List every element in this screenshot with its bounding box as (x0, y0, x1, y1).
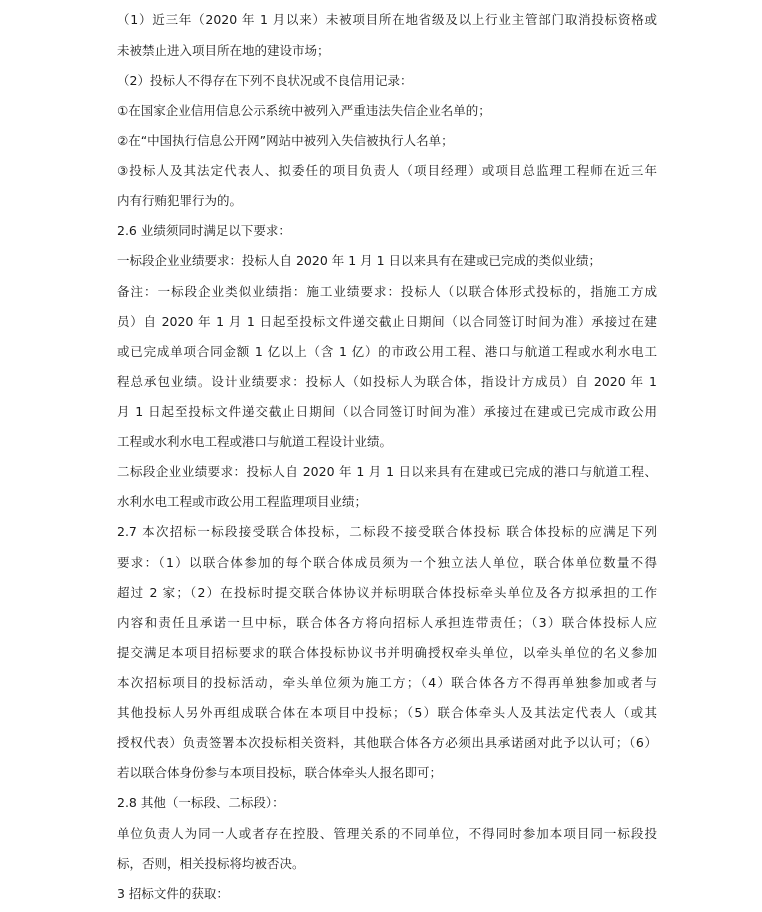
text-line: 或已完成单项合同金额 1 亿以上（含 1 亿）的市政公用工程、港口与航道工程或水利水电工 (117, 344, 657, 359)
text-line: 程总承包业绩。设计业绩要求：投标人（如投标人为联合体，指设计方成员）自 2020 年 1 (117, 374, 657, 389)
text-line: 若以联合体身份参与本项目投标，联合体牵头人报名即可； (117, 765, 443, 780)
text-line: 未被禁止进入项目所在地的建设市场； (117, 43, 330, 58)
text-line: 水利水电工程或市政公用工程监理项目业绩； (117, 494, 368, 509)
text-line: （2）投标人不得存在下列不良状况或不良信用记录： (117, 73, 413, 88)
section-heading: 2.8 其他（一标段、二标段）： (117, 795, 285, 810)
text-line: 内有行贿犯罪行为的。 (117, 193, 243, 208)
section-heading: 2.7 本次招标一标段接受联合体投标，二标段不接受联合体投标 联合体投标的应满足下列 (117, 524, 657, 539)
text-line: ①在国家企业信用信息公示系统中被列入严重违法失信企业名单的； (117, 103, 491, 118)
text-line: 本次招标项目的投标活动，牵头单位须为施工方；（4）联合体各方不得再单独参加或者与 (117, 675, 657, 690)
text-line: （1）近三年（2020 年 1 月以来）未被项目所在地省级及以上行业主管部门取消投标资格或 (117, 12, 657, 27)
text-line: 其他投标人另外再组成联合体在本项目中投标；（5）联合体牵头人及其法定代表人（或其 (117, 705, 657, 720)
text-line: 超过 2 家；（2）在投标时提交联合体协议并标明联合体投标牵头单位及各方拟承担的工作 (117, 585, 657, 600)
text-line: 一标段企业业绩要求：投标人自 2020 年 1 月 1 日以来具有在建或已完成的类似业绩； (117, 253, 602, 268)
text-line: 工程或水利水电工程或港口与航道工程设计业绩。 (117, 434, 393, 449)
section-heading: 2.6 业绩须同时满足以下要求： (117, 223, 291, 238)
text-line: 要求：（1）以联合体参加的每个联合体成员须为一个独立法人单位，联合体单位数量不得 (117, 555, 657, 570)
text-line: ③投标人及其法定代表人、拟委任的项目负责人（项目经理）或项目总监理工程师在近三年 (117, 163, 657, 178)
text-line: 单位负责人为同一人或者存在控股、管理关系的不同单位，不得同时参加本项目同一标段投 (117, 826, 657, 841)
text-line: 备注：一标段企业类似业绩指：施工业绩要求：投标人（以联合体形式投标的，指施工方成 (117, 284, 657, 299)
text-line: ②在“中国执行信息公开网”网站中被列入失信被执行人名单； (117, 133, 454, 148)
text-line: 月 1 日起至投标文件递交截止日期间（以合同签订时间为准）承接过在建或已完成市政公用 (117, 404, 657, 419)
text-line: 提交满足本项目招标要求的联合体投标协议书并明确授权牵头单位，以牵头单位的名义参加 (117, 645, 657, 660)
text-line: 员）自 2020 年 1 月 1 日起至投标文件递交截止日期间（以合同签订时间为准）承接过在建 (117, 314, 657, 329)
text-line: 授权代表）负责签署本次投标相关资料，其他联合体各方必须出具承诺函对此予以认可；（6） (117, 735, 657, 750)
text-line: 内容和责任且承诺一旦中标，联合体各方将向招标人承担连带责任；（3）联合体投标人应 (117, 615, 657, 630)
section-heading: 3 招标文件的获取： (117, 886, 229, 901)
text-line: 标，否则，相关投标将均被否决。 (117, 856, 305, 871)
text-line: 二标段企业业绩要求：投标人自 2020 年 1 月 1 日以来具有在建或已完成的港口与航道工程、 (117, 464, 657, 479)
